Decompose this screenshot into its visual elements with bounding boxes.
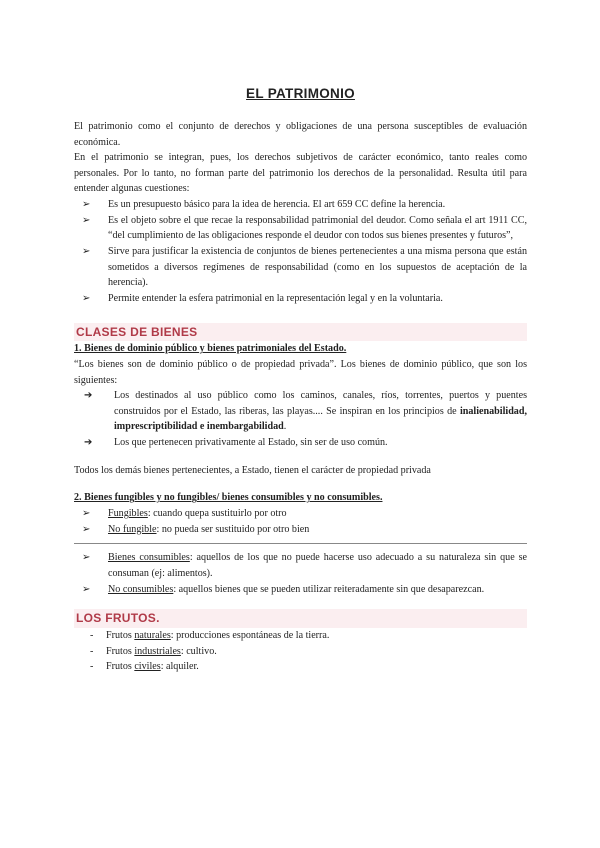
intro-paragraph-1: El patrimonio como el conjunto de derechos y obligaciones de una persona susceptibles de evaluación económica.	[74, 120, 527, 148]
arrowhead-bullet-icon: ➢	[82, 552, 91, 564]
list-item: ➢ Es el objeto sobre el que recae la responsabilidad patrimonial del deudor. Como señala el art 1911 CC, “del cumplimiento de las obligaciones responde el deudor con todos sus bienes presentes y futuros”,	[82, 214, 527, 242]
dominio-publico-intro: “Los bienes son de dominio público o de propiedad privada”. Los bienes de dominio público, que son los siguientes:	[74, 358, 527, 386]
list-item: ➔ Los destinados al uso público como los caminos, canales, ríos, torrentes, puertos y puentes construidos por el Estado, las riberas, las playas.... Se inspiran en los principios de inalienabilidad, imprescriptibilidad e inembargabilidad.	[84, 390, 527, 433]
dominio-publico-list	[74, 388, 527, 451]
divider	[74, 543, 527, 544]
arrowhead-bullet-icon: ➢	[82, 508, 91, 520]
arrowhead-bullet-icon: ➢	[82, 214, 91, 226]
subheading-fungibles: 2. Bienes fungibles y no fungibles/ bienes consumibles y no consumibles.	[74, 492, 383, 504]
arrowhead-bullet-icon: ➢	[82, 292, 91, 304]
arrow-right-icon: ➔	[84, 390, 93, 402]
list-item: ➢ Fungibles: cuando quepa sustituirlo por otro	[74, 506, 527, 522]
list-item: ➢ Es un presupuesto básico para la idea de herencia. El art 659 CC define la herencia.	[74, 197, 527, 213]
list-item: ➢ Permite entender la esfera patrimonial en la representación legal y en la voluntaria.	[74, 291, 527, 307]
intro-paragraph-2: En el patrimonio se integran, pues, los derechos subjetivos de carácter económico, tanto reales como personales. Por lo tanto, no forman parte del patrimonio los derechos de la personalidad. Resulta útil para entender algunas cuestiones:	[74, 152, 527, 195]
fungibles-list	[74, 506, 527, 537]
section-heading-clases: CLASES DE BIENES	[74, 323, 527, 342]
arrow-right-icon: ➔	[84, 437, 93, 449]
list-item: - Frutos naturales: producciones espontáneas de la tierra.	[74, 628, 527, 644]
subheading-dominio-publico: 1. Bienes de dominio público y bienes patrimoniales del Estado.	[74, 343, 347, 355]
frutos-list	[74, 628, 527, 675]
dash-bullet-icon: -	[90, 645, 94, 657]
propiedad-privada-text: Todos los demás bienes pertenecientes, a Estado, tienen el carácter de propiedad privada	[74, 464, 431, 476]
arrowhead-bullet-icon: ➢	[82, 583, 91, 595]
dash-bullet-icon: -	[90, 661, 94, 673]
arrowhead-bullet-icon: ➢	[82, 199, 91, 211]
list-item: - Frutos civiles: alquiler.	[74, 659, 527, 675]
section-heading-frutos: LOS FRUTOS.	[74, 609, 527, 628]
list-item: ➢ No consumibles: aquellos bienes que se pueden utilizar reiteradamente sin que desaparezcan.	[74, 582, 527, 598]
arrowhead-bullet-icon: ➢	[82, 523, 91, 535]
intro-list	[74, 197, 527, 306]
list-item: ➢ Sirve para justificar la existencia de conjuntos de bienes pertenecientes a una misma persona que están sometidos a diversos regímenes de responsabilidad (como en los supuestos de aceptación de la herencia).	[82, 246, 527, 289]
arrowhead-bullet-icon: ➢	[82, 246, 91, 258]
page-title: EL PATRIMONIO	[246, 86, 355, 101]
list-item: ➢ Bienes consumibles: aquellos de los que no puede hacerse uso adecuado a su naturaleza sin que se consuman (ej: alimentos).	[82, 552, 527, 579]
list-item: ➔ Los que pertenecen privativamente al Estado, sin ser de uso común.	[74, 435, 527, 451]
dash-bullet-icon: -	[90, 629, 94, 641]
list-item: ➢ No fungible: no pueda ser sustituido por otro bien	[74, 522, 527, 538]
document-page	[74, 84, 527, 675]
consumibles-list	[74, 550, 527, 597]
list-item: - Frutos industriales: cultivo.	[74, 644, 527, 660]
